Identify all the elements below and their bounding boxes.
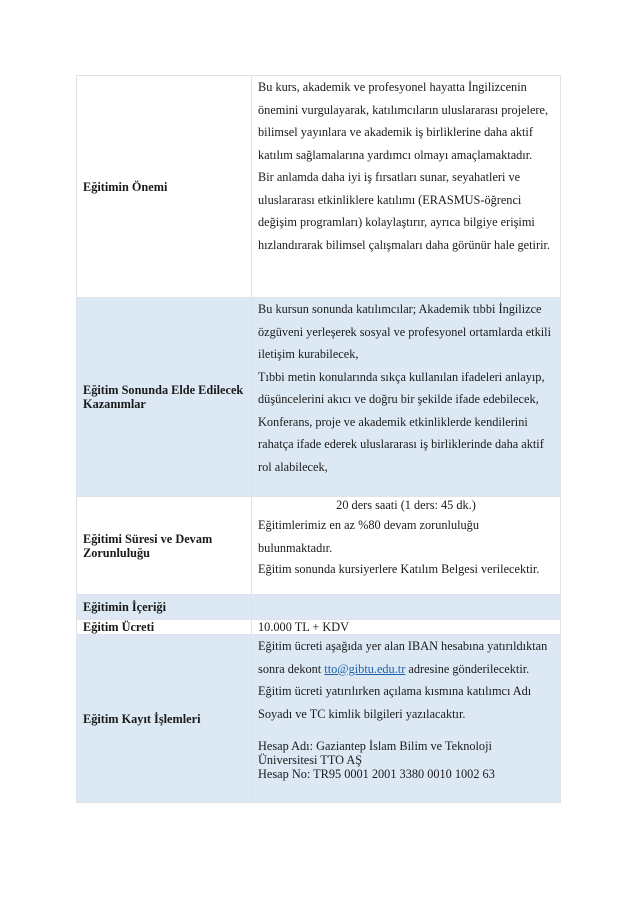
table-row-content	[77, 595, 561, 620]
course-info-table	[76, 75, 561, 803]
payment-text-after: adresine gönderilecektir.	[405, 661, 530, 676]
account-number: Hesap No: TR95 0001 2001 3380 0010 1002 63	[258, 767, 495, 781]
content-label: Eğitimin İçeriği	[77, 595, 252, 620]
fee-value: 10.000 TL + KDV	[252, 620, 561, 635]
payment-note: Eğitim ücreti yatırılırken açılama kısmına katılımcı Adı Soyadı ve TC kimlik bilgileri yazılacaktır.	[258, 684, 532, 721]
attendance-requirement: Eğitimlerimiz en az %80 devam zorunluluğu bulunmaktadır.	[258, 518, 479, 555]
fee-label: Eğitim Ücreti	[77, 620, 252, 635]
payment-instructions	[258, 635, 554, 680]
importance-paragraph-1: Bu kurs, akademik ve profesyonel hayatta İngilizcenin önemini vurgulayarak, katılımcıların uluslararası projelere, bilimsel yayınlara ve akademik iş birliklerine daha aktif katılım sağlamalarına yardımcı olmayı amaçlamaktadır.	[258, 80, 549, 162]
importance-label: Eğitimin Önemi	[77, 76, 252, 298]
outcomes-label: Eğitim Sonunda Elde Edilecek Kazanımlar	[77, 298, 252, 497]
spacer	[258, 725, 554, 739]
table-row-importance	[77, 76, 561, 298]
importance-paragraph-2: Bir anlamda daha iyi iş fırsatları sunar, seyahatleri ve uluslararası etkinliklere katılımı (ERASMUS-öğrenci değişim programları) kolaylaştırır, ayrıca bilgiye erişimi hızlandırarak bilimsel çalışmaları daha görünür hale getirir.	[258, 170, 550, 252]
table-row-outcomes	[77, 298, 561, 497]
table-row-registration	[77, 635, 561, 803]
outcome-item-1: Bu kursun sonunda katılımcılar; Akademik tıbbi İngilizce özgüveni yerleşerek sosyal ve profesyonel ortamlarda etkili iletişim kurabilecek,	[258, 302, 552, 361]
registration-value	[252, 635, 561, 803]
importance-value	[252, 76, 561, 298]
content-value	[252, 595, 561, 620]
table-row-duration	[77, 497, 561, 595]
outcomes-value	[252, 298, 561, 497]
duration-label: Eğitimi Süresi ve Devam Zorunluluğu	[77, 497, 252, 595]
account-name: Hesap Adı: Gaziantep İslam Bilim ve Teknoloji Üniversitesi TTO AŞ	[258, 739, 492, 767]
table-row-fee	[77, 620, 561, 635]
payment-text-before: Eğitim ücreti aşağıda yer alan IBAN hesabına yatırıldıktan sonra dekont	[258, 639, 548, 676]
registration-label: Eğitim Kayıt İşlemleri	[77, 635, 252, 803]
duration-value	[252, 497, 561, 595]
email-link[interactable]: tto@gibtu.edu.tr	[324, 661, 406, 676]
duration-hours: 20 ders saati (1 ders: 45 dk.)	[336, 498, 476, 512]
outcome-item-2: Tıbbi metin konularında sıkça kullanılan ifadeleri anlayıp, düşüncelerini akıcı ve doğru bir şekilde ifade edebilecek,	[258, 369, 545, 406]
certificate-info: Eğitim sonunda kursiyerlere Katılım Belgesi verilecektir.	[258, 562, 540, 576]
outcome-item-3: Konferans, proje ve akademik etkinliklerde kendilerini rahatça ifade ederek uluslararası iş birliklerinde daha aktif rol alabilecek,	[258, 414, 544, 474]
